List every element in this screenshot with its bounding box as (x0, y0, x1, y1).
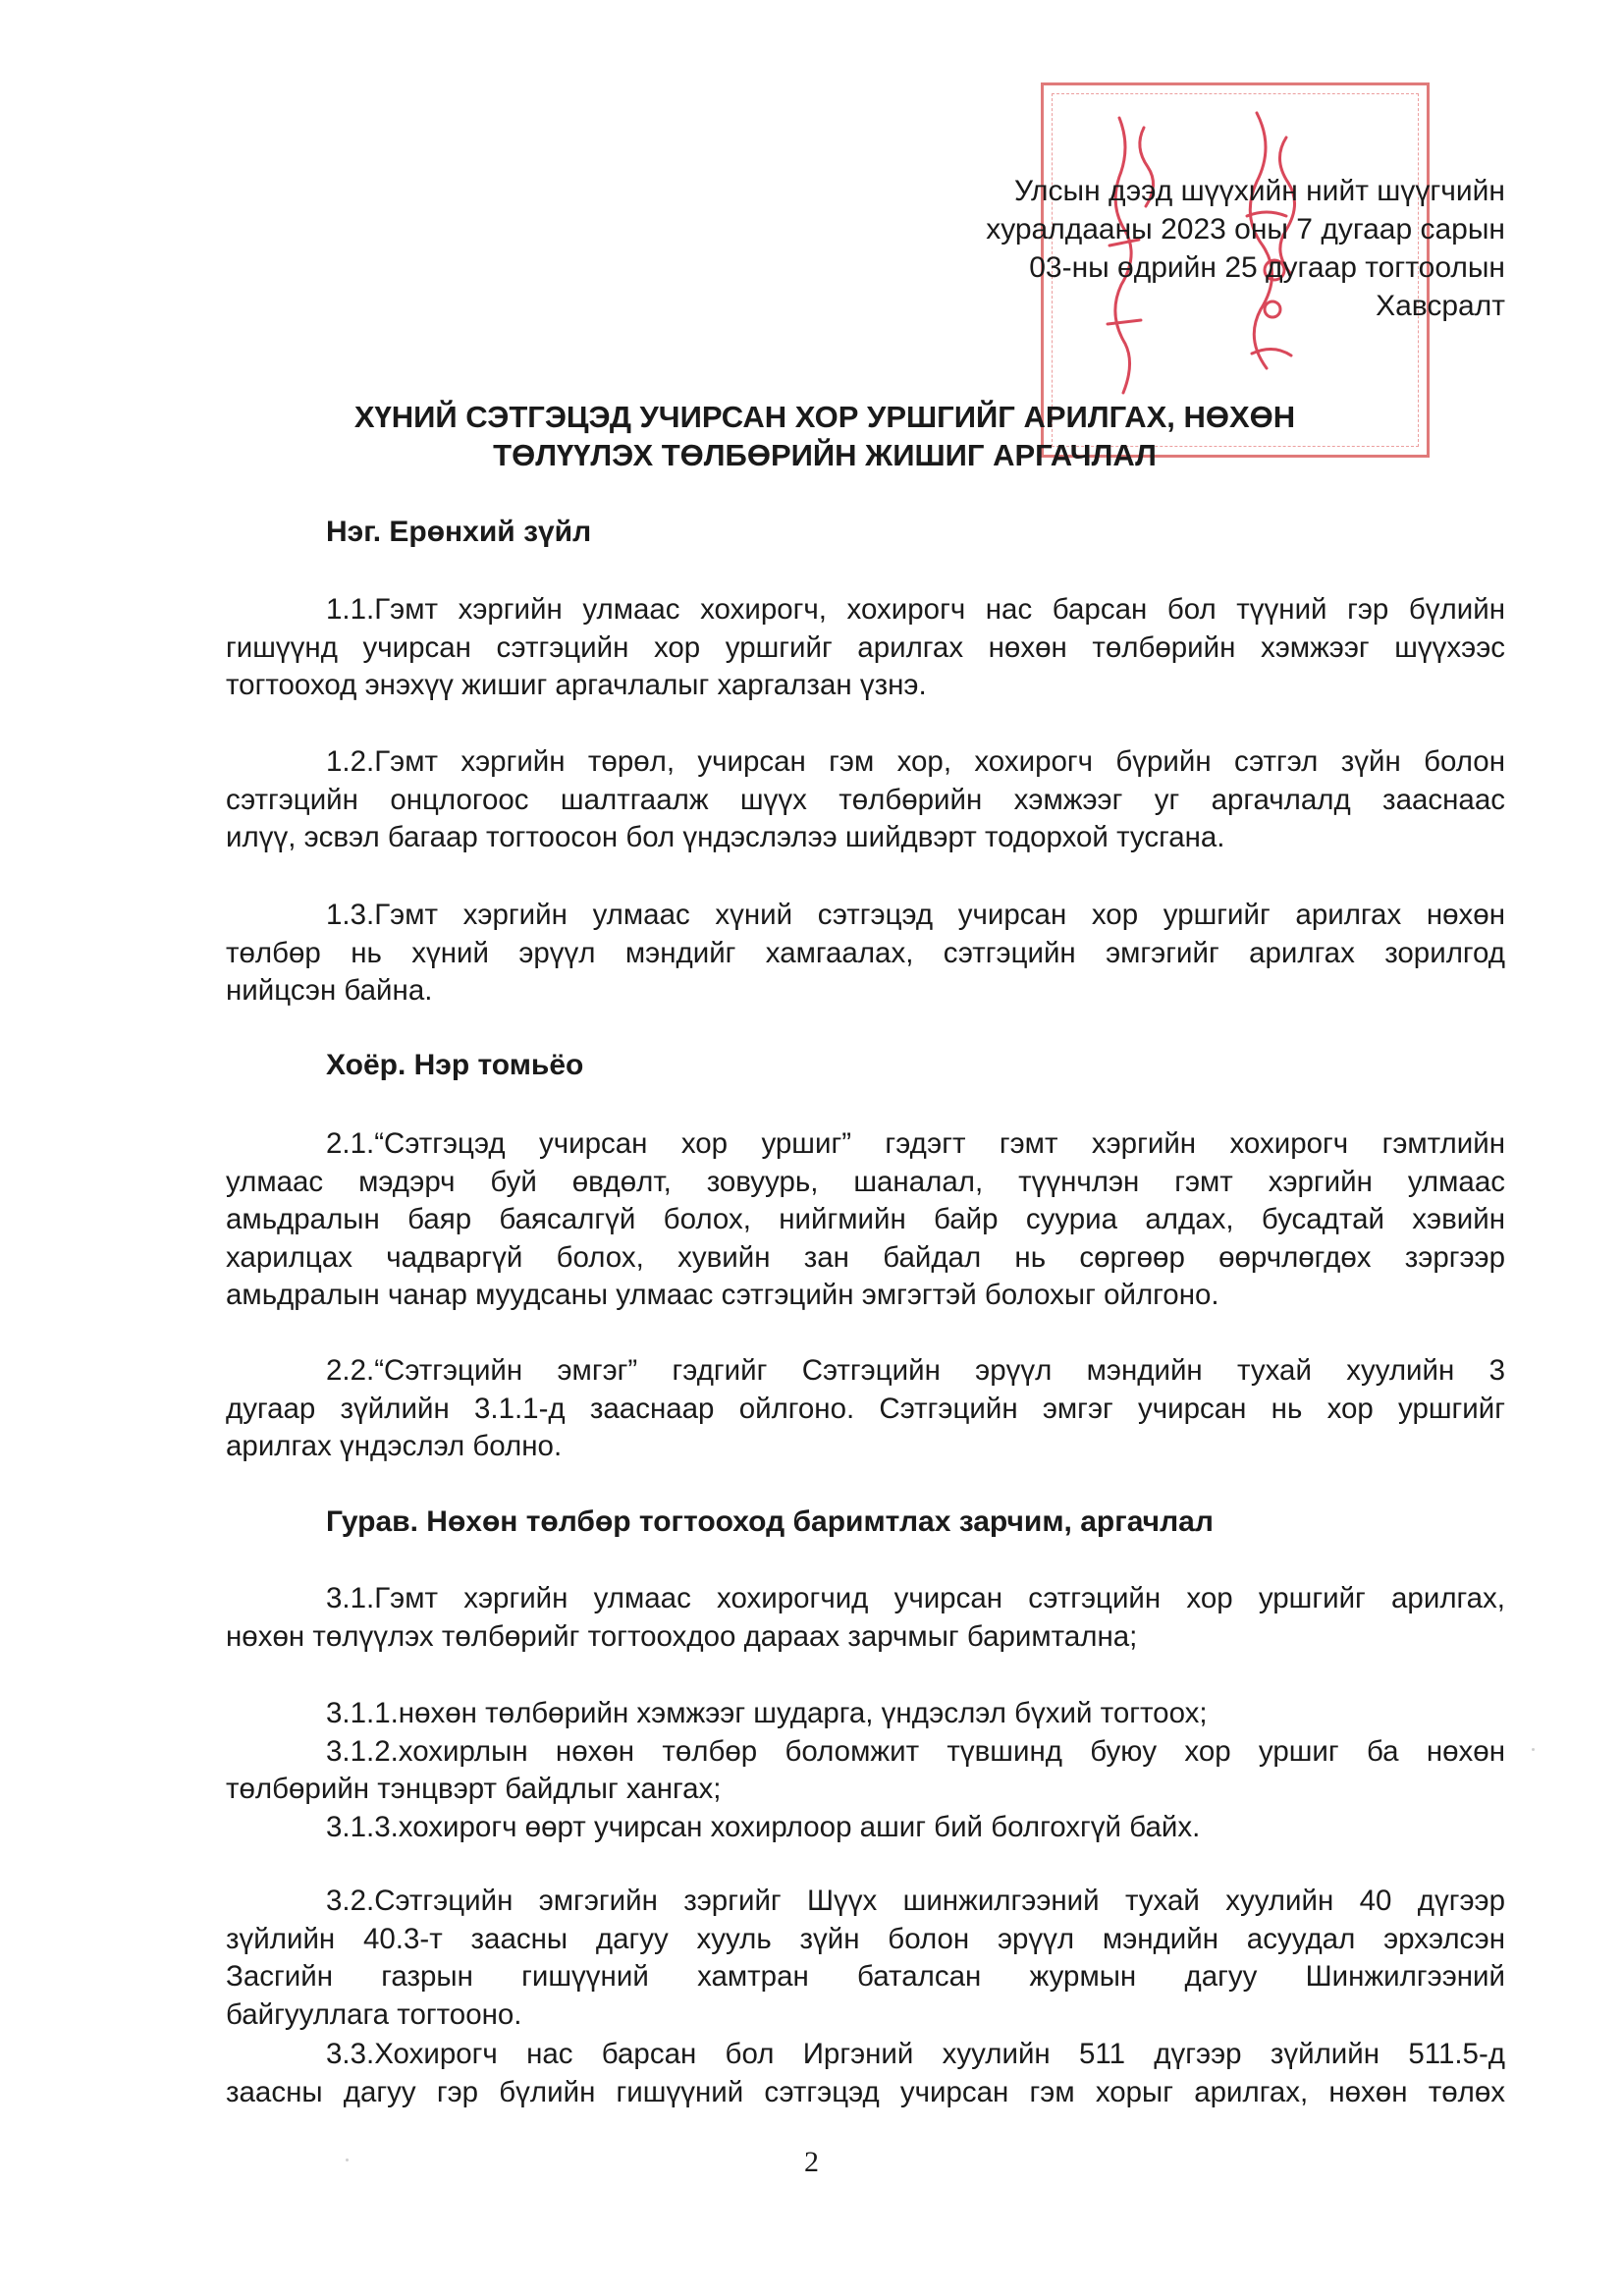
paragraph-1-1 (226, 591, 1505, 705)
paragraph-3-1 (226, 1580, 1505, 1656)
paragraph-line: илүү, эсвэл багаар тогтоосон бол үндэслэлээ шийдвэрт тодорхой тусгана. (226, 821, 1225, 853)
paragraph-line: дугаар зүйлийн 3.1.1-д зааснаар ойлгоно. Сэтгэцийн эмгэг учирсан нь хор уршгийг (226, 1392, 1505, 1425)
list-item: төлбөрийн тэнцвэрт байдлыг хангах; (226, 1773, 722, 1805)
paragraph-2-2 (226, 1352, 1505, 1466)
paragraph-line: 2.1.“Сэтгэцэд учирсан хор уршиг” гэдэгт гэмт хэргийн хохирогч гэмтлийн (326, 1127, 1505, 1160)
paragraph-1-2 (226, 743, 1505, 857)
paragraph-line: заасны дагуу гэр бүлийн гишүүний сэтгэцэд учирсан гэм хорыг арилгах, нөхөн төлөх (226, 2075, 1505, 2108)
list-item: 3.1.1.нөхөн төлбөрийн хэмжээг шударга, үндэслэл бүхий тогтоох; (326, 1697, 1208, 1729)
section-heading-2: Хоёр. Нэр томьёо (326, 1049, 584, 1081)
paragraph-line: 3.1.Гэмт хэргийн улмаас хохирогчид учирсан сэтгэцийн хор уршгийг арилгах, (326, 1582, 1505, 1614)
paragraph-line: 3.2.Сэтгэцийн эмгэгийн зэргийг Шүүх шинжилгээний тухай хуулийн 40 дүгээр (326, 1885, 1505, 1917)
scan-speck (346, 2159, 349, 2161)
paragraph-2-1 (226, 1125, 1505, 1315)
paragraph-line: 1.1.Гэмт хэргийн улмаас хохирогч, хохирогч нас барсан бол түүний гэр бүлийн (326, 593, 1505, 626)
paragraph-line: нөхөн төлүүлэх төлбөрийг тогтоохдоо дараах зарчмыг баримтална; (226, 1619, 1138, 1653)
paragraph-line: харилцах чадваргүй болох, хувийн зан байдал нь сөргөөр өөрчлөгдөх зэргээр (226, 1240, 1505, 1274)
title-line: ТӨЛҮҮЛЭХ ТӨЛБӨРИЙН ЖИШИГ АРГАЧЛАЛ (493, 438, 1157, 472)
annex-header (986, 172, 1505, 325)
paragraph-line: 2.2.“Сэтгэцийн эмгэг” гэдгийг Сэтгэцийн эрүүл мэндийн тухай хуулийн 3 (326, 1354, 1505, 1387)
paragraph-line: арилгах үндэслэл болно. (226, 1430, 563, 1462)
paragraph-line: амьдралын баяр баясалгүй болох, нийгмийн байр сууриа алдах, бусадтай хэвийн (226, 1203, 1505, 1235)
paragraph-line: 1.3.Гэмт хэргийн улмаас хүний сэтгэцэд учирсан хор уршгийг арилгах нөхөн (326, 899, 1505, 931)
title-line: ХҮНИЙ СЭТГЭЦЭД УЧИРСАН ХОР УРШГИЙГ АРИЛГАХ, НӨХӨН (353, 400, 1296, 434)
paragraph-line: гишүүнд учирсан сэтгэцийн хор уршгийг арилгах нөхөн төлбөрийн хэмжээг шүүхээс (226, 630, 1505, 664)
page-number: 2 (804, 2146, 819, 2178)
list-item: 3.1.2.хохирлын нөхөн төлбөр боломжит түвшинд буюу хор уршиг ба нөхөн (326, 1734, 1505, 1768)
paragraph-line: сэтгэцийн онцлогоос шалтгаалж шүүх төлбөрийн хэмжээг уг аргачлалд зааснаас (226, 783, 1505, 816)
paragraph-3-2 (226, 1883, 1505, 2034)
section-heading-3: Гурав. Нөхөн төлбөр тогтооход баримтлах зарчим, аргачлал (326, 1505, 1214, 1538)
paragraph-1-3 (226, 897, 1505, 1011)
list-item: 3.1.3.хохирогч өөрт учирсан хохирлоор ашиг бий болгохгүй байх. (326, 1810, 1201, 1843)
paragraph-line: зүйлийн 40.3-т заасны дагуу хууль зүйн болон эрүүл мэндийн асуудал эрхэлсэн (226, 1922, 1505, 1955)
document-title (236, 398, 1414, 474)
paragraph-line: Засгийн газрын гишүүний хамтран баталсан журмын дагуу Шинжилгээний (226, 1960, 1505, 1993)
paragraph-line: тогтооход энэхүү жишиг аргачлалыг харгалзан үзнэ. (226, 669, 927, 701)
annex-line: Улсын дээд шүүхийн нийт шүүгчийн (1013, 175, 1505, 207)
paragraph-line: улмаас мэдэрч буй өвдөлт, зовуурь, шаналал, түүнчлэн гэмт хэргийн улмаас (226, 1165, 1505, 1198)
paragraph-3-3 (226, 2036, 1505, 2111)
paragraph-3-1-list (226, 1695, 1505, 1846)
paragraph-line: 3.3.Хохирогч нас барсан бол Иргэний хуулийн 511 дүгээр зүйлийн 511.5-д (326, 2038, 1505, 2070)
paragraph-line: байгууллага тогтооно. (226, 1997, 522, 2031)
annex-line: Хавсралт (1376, 290, 1505, 322)
scan-speck (1532, 1748, 1535, 1751)
paragraph-line: 1.2.Гэмт хэргийн төрөл, учирсан гэм хор, хохирогч бүрийн сэтгэл зүйн болон (326, 745, 1505, 778)
annex-line: 03-ны өдрийн 25 дугаар тогтоолын (1029, 251, 1505, 284)
paragraph-line: төлбөр нь хүний эрүүл мэндийг хамгаалах, сэтгэцийн эмгэгийг арилгах зорилгод (226, 936, 1505, 969)
paragraph-line: нийцсэн байна. (226, 974, 433, 1007)
section-heading-1: Нэг. Ерөнхий зүйл (326, 516, 592, 548)
paragraph-line: амьдралын чанар муудсаны улмаас сэтгэцийн эмгэгтэй болохыг ойлгоно. (226, 1279, 1219, 1311)
annex-line: хуралдааны 2023 оны 7 дугаар сарын (986, 213, 1505, 246)
